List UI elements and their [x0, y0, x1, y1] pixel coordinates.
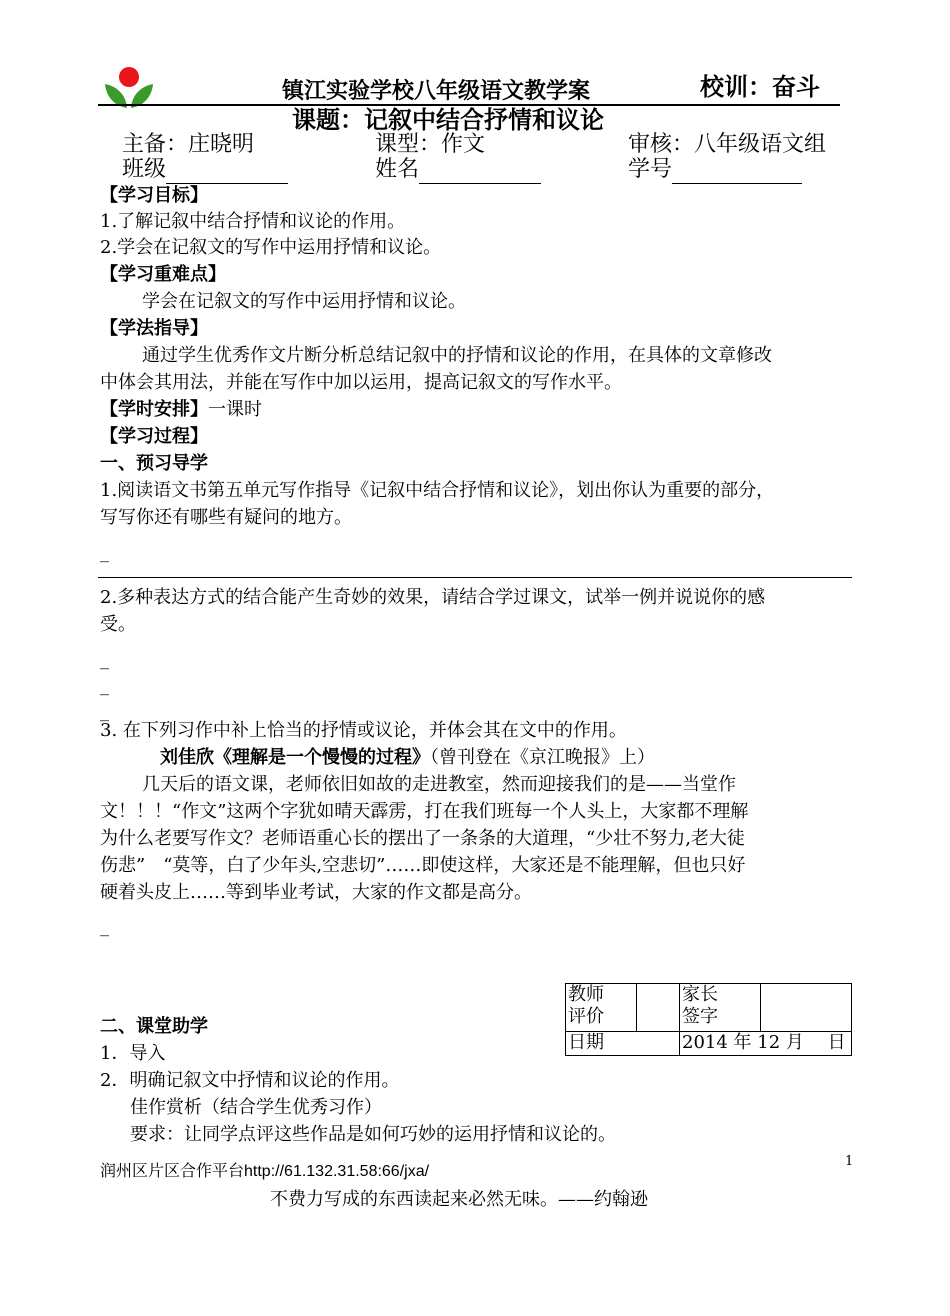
- id-input-line[interactable]: [672, 161, 802, 184]
- name-label: 姓名: [375, 157, 420, 182]
- teacher-eval-label: 教师 评价: [566, 984, 637, 1032]
- essay-line-3: 为什么老要写作文？老师语重心长的摆出了一条条的大道理，“少壮不努力,老大徒: [100, 828, 745, 849]
- part2-sub-2: 要求：让同学点评这些作品是如何巧妙的运用抒情和议论的。: [130, 1124, 616, 1145]
- date-value: 2014 年 12 月 日: [680, 1032, 852, 1056]
- question-1-line-2: 写写你还有哪些有疑问的地方。: [100, 507, 352, 528]
- question-2-line-1: 2.多种表达方式的结合能产生奇妙的效果，请结合学过课文，试举一例并说说你的感: [100, 587, 766, 608]
- method-heading: 【学法指导】: [100, 318, 208, 339]
- schedule-text: 一课时: [208, 399, 262, 420]
- essay-source: （曾刊登在《京江晚报》上）: [430, 747, 655, 768]
- question-2-line-2: 受。: [100, 614, 136, 635]
- process-heading: 【学习过程】: [100, 426, 208, 447]
- platform-footer: [100, 1160, 429, 1183]
- method-line-1: 通过学生优秀作文片断分析总结记叙中的抒情和议论的作用，在具体的文章修改: [142, 345, 772, 366]
- id-label: 学号: [628, 157, 673, 182]
- schedule-row: [100, 397, 262, 423]
- goals-heading: 【学习目标】: [100, 185, 208, 206]
- goal-item-2: 2.学会在记叙文的写作中运用抒情和议论。: [100, 237, 442, 258]
- essay-line-4: 伤悲” “莫等，白了少年头,空悲切”……即使这样，大家还是不能理解，但也只好: [100, 855, 746, 876]
- essay-heading: [160, 745, 655, 771]
- school-motto: 校训：奋斗: [700, 72, 820, 101]
- part2-item-1: 1．导入: [100, 1043, 166, 1064]
- essay-line-2: 文！！！“作文”这两个字犹如晴天霹雳，打在我们班每一个人头上，大家都不理解: [100, 801, 749, 822]
- part2-heading: 二、课堂助学: [100, 1016, 208, 1037]
- answer-dash: _: [100, 701, 109, 722]
- answer-dash: _: [100, 542, 109, 563]
- topic-title: 课题：记叙中结合抒情和议论: [292, 105, 604, 134]
- reviewer-field: 审核：八年级语文组: [628, 132, 827, 157]
- name-input-line[interactable]: [419, 161, 541, 184]
- schedule-heading: 【学时安排】: [100, 399, 208, 420]
- class-label: 班级: [122, 157, 167, 182]
- lesson-type-field: 课型：作文: [375, 132, 486, 157]
- essay-title: 刘佳欣《理解是一个慢慢的过程》: [160, 747, 430, 768]
- platform-url[interactable]: http://61.132.31.58:66/jxa/: [244, 1163, 430, 1180]
- id-field: [628, 156, 802, 184]
- answer-dash: _: [100, 649, 109, 670]
- key-points-heading: 【学习重难点】: [100, 264, 226, 285]
- footer-quote: 不费力写成的东西读起来必然无味。——约翰逊: [270, 1189, 648, 1210]
- teacher-eval-cell[interactable]: [637, 984, 680, 1032]
- evaluation-table: [565, 983, 852, 1056]
- part2-item-2: 2．明确记叙文中抒情和议论的作用。: [100, 1070, 400, 1091]
- author-field: 主备：庄晓明: [122, 132, 255, 157]
- class-field: [122, 156, 288, 184]
- name-field: [375, 156, 541, 184]
- part1-heading: 一、预习导学: [100, 453, 208, 474]
- goal-item-1: 1.了解记叙中结合抒情和议论的作用。: [100, 211, 406, 232]
- answer-line[interactable]: [98, 577, 852, 578]
- parent-sign-label: 家长 签字: [680, 984, 761, 1032]
- page-number: 1: [845, 1154, 854, 1169]
- essay-line-5: 硬着头皮上……等到毕业考试，大家的作文都是高分。: [100, 882, 532, 903]
- key-points-text: 学会在记叙文的写作中运用抒情和议论。: [142, 291, 466, 312]
- class-input-line[interactable]: [166, 161, 288, 184]
- answer-dash: _: [100, 675, 109, 696]
- method-line-2: 中体会其用法，并能在写作中加以运用，提高记叙文的写作水平。: [100, 372, 622, 393]
- answer-dash: _: [100, 916, 109, 937]
- date-label: 日期: [566, 1032, 680, 1056]
- question-1-line-1: 1.阅读语文书第五单元写作指导《记叙中结合抒情和议论》，划出你认为重要的部分，: [100, 480, 775, 501]
- parent-sign-cell[interactable]: [761, 984, 852, 1032]
- question-3: 3. 在下列习作中补上恰当的抒情或议论，并体会其在文中的作用。: [100, 720, 627, 741]
- platform-label: 润州区片区合作平台: [100, 1161, 245, 1180]
- school-title: 镇江实验学校八年级语文教学案: [282, 78, 591, 104]
- essay-line-1: 几天后的语文课，老师依旧如故的走进教室，然而迎接我们的是——当堂作: [142, 774, 736, 795]
- part2-sub-1: 佳作赏析（结合学生优秀习作）: [130, 1097, 382, 1118]
